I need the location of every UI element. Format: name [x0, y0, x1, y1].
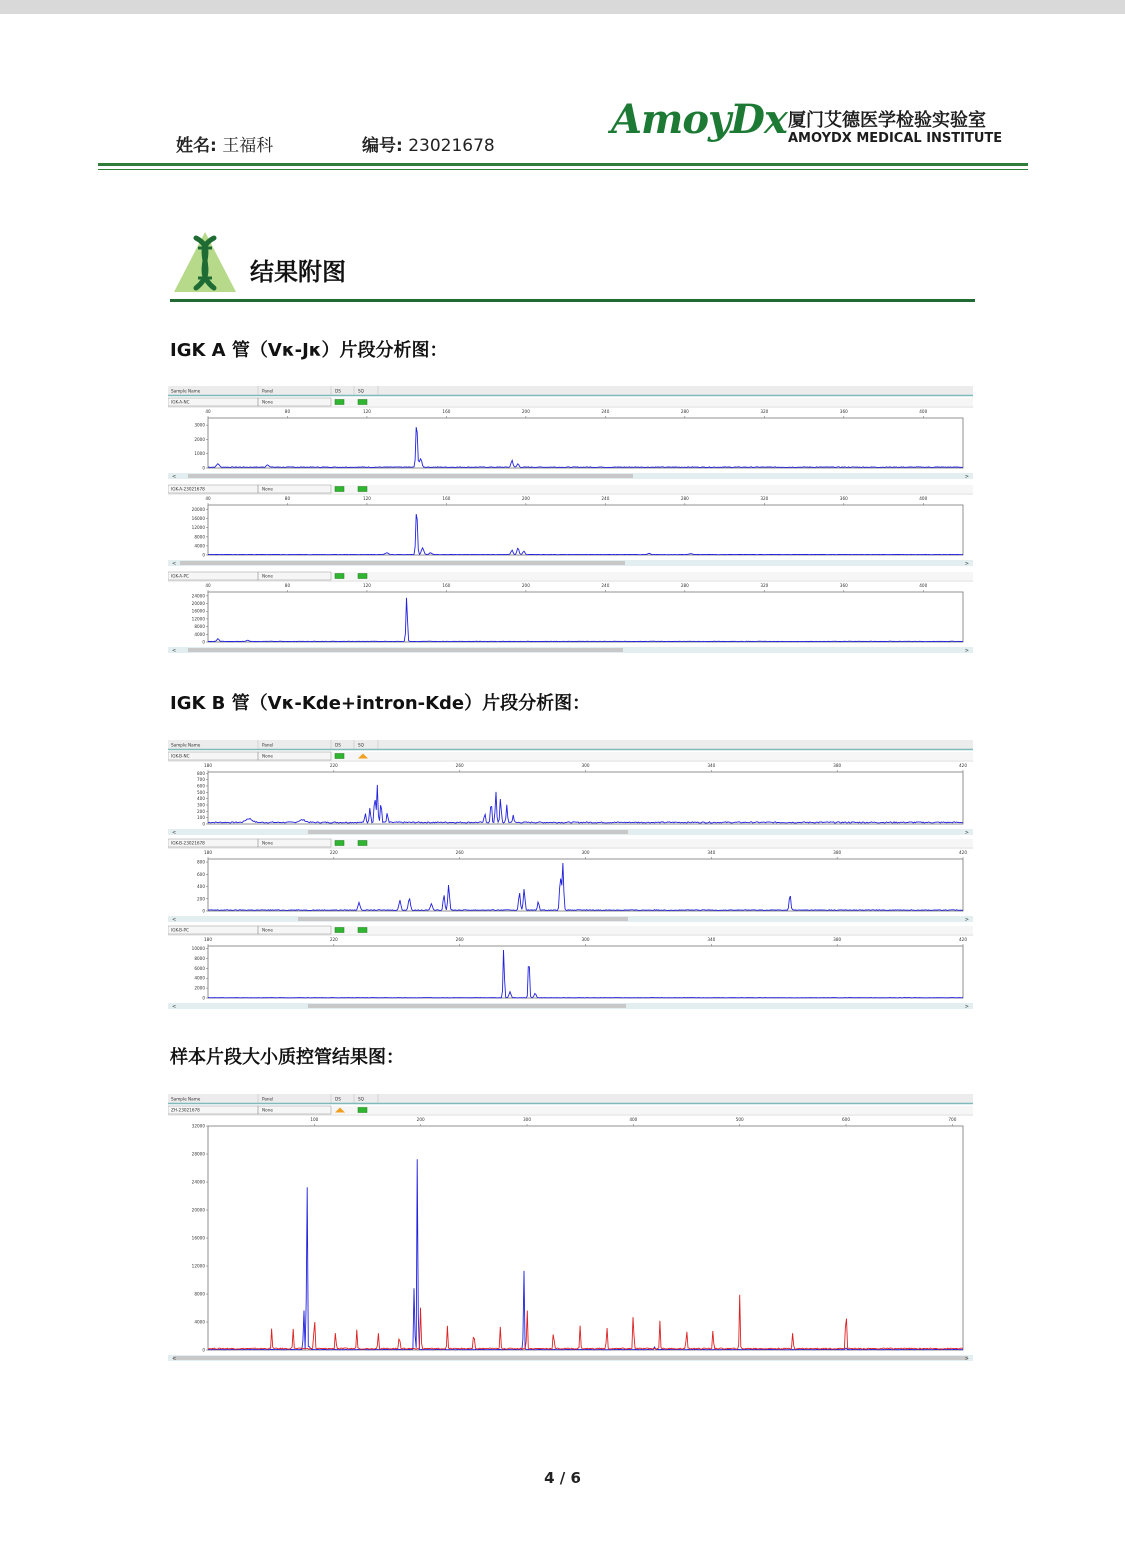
plot-frame	[208, 772, 963, 824]
x-tick-label: 300	[581, 850, 590, 855]
table-header-3: SQ	[358, 1096, 364, 1102]
table-header-1: Panel	[262, 742, 274, 748]
x-tick-label: 200	[521, 409, 530, 414]
scrollbar-thumb	[308, 1004, 626, 1008]
scroll-left-arrow: <	[172, 474, 177, 480]
x-tick-label: 200	[521, 583, 530, 588]
sample-row	[168, 926, 973, 934]
x-tick-label: 260	[455, 850, 464, 855]
plot-frame	[208, 1126, 963, 1350]
ds-flag	[335, 754, 344, 759]
sq-flag	[358, 574, 367, 579]
y-tick-label: 20000	[191, 601, 205, 607]
sample-row	[168, 1106, 973, 1114]
sample-name: IGK-A-23021678	[171, 486, 205, 492]
section-underline	[170, 299, 975, 302]
x-tick-label: 220	[329, 850, 338, 855]
ds-flag	[335, 574, 344, 579]
panel-name: None	[262, 486, 273, 492]
sample-row	[168, 752, 973, 760]
y-tick-label: 16000	[191, 608, 205, 614]
table-header-2: DS	[335, 742, 341, 748]
plot-frame	[208, 505, 963, 555]
scroll-left-arrow: <	[172, 1004, 177, 1010]
igk-a-electropherogram	[168, 386, 973, 658]
sample-name: ZH-23021678	[171, 1107, 200, 1113]
institute-name-cn: 厦门艾德医学检验实验室	[788, 110, 986, 131]
sample-row	[168, 839, 973, 847]
y-tick-label: 6000	[194, 965, 205, 971]
caption-igk-b: IGK B 管（Vκ-Kde+intron-Kde）片段分析图：	[170, 693, 591, 714]
x-tick-label: 80	[284, 583, 291, 588]
dna-icon	[170, 228, 240, 298]
ds-flag	[335, 400, 344, 405]
y-tick-label: 0	[202, 465, 205, 471]
scroll-left-arrow: <	[172, 830, 177, 836]
y-tick-label: 8000	[194, 1291, 205, 1297]
y-tick-label: 200	[197, 808, 205, 814]
sq-flag	[358, 841, 367, 846]
scroll-left-arrow: <	[172, 648, 177, 654]
plot-frame	[208, 859, 963, 911]
y-tick-label: 400	[197, 796, 205, 802]
amoydx-logo: AmoyDx	[611, 96, 787, 143]
x-tick-label: 40	[205, 583, 211, 588]
x-tick-label: 340	[707, 763, 716, 768]
y-tick-label: 24000	[191, 1179, 205, 1185]
x-tick-label: 300	[523, 1117, 532, 1122]
x-tick-label: 320	[760, 583, 769, 588]
y-tick-label: 100	[197, 815, 205, 821]
x-tick-label: 160	[442, 583, 451, 588]
x-tick-label: 300	[581, 763, 590, 768]
x-tick-label: 40	[205, 409, 211, 414]
panel-name: None	[262, 753, 273, 759]
x-tick-label: 400	[919, 409, 928, 414]
y-tick-label: 4000	[194, 1319, 205, 1325]
scroll-right-arrow: >	[964, 474, 969, 480]
y-tick-label: 0	[202, 821, 205, 827]
x-tick-label: 360	[839, 496, 848, 501]
scrollbar-thumb	[180, 561, 625, 565]
table-header-3: SQ	[358, 742, 364, 748]
x-tick-label: 420	[959, 850, 967, 855]
table-header-0: Sample Name	[171, 1096, 201, 1102]
page-number: 4 / 6	[544, 1469, 581, 1487]
scrollbar-thumb	[173, 1356, 968, 1360]
y-tick-label: 0	[202, 1347, 205, 1353]
y-tick-label: 600	[197, 871, 205, 877]
x-tick-label: 240	[601, 409, 610, 414]
x-tick-label: 220	[329, 937, 338, 942]
y-tick-label: 20000	[191, 1207, 205, 1213]
plot-frame	[208, 592, 963, 642]
table-header-bg	[168, 1094, 973, 1103]
y-tick-label: 8000	[194, 534, 205, 540]
y-tick-label: 0	[202, 908, 205, 914]
x-tick-label: 200	[521, 496, 530, 501]
y-tick-label: 2000	[194, 436, 205, 442]
x-tick-label: 100	[310, 1117, 319, 1122]
x-tick-label: 260	[455, 763, 464, 768]
y-tick-label: 4000	[194, 543, 205, 549]
sq-flag	[358, 1108, 367, 1113]
igk-b-electropherogram	[168, 740, 973, 1012]
y-tick-label: 3000	[194, 422, 205, 428]
panel-name: None	[262, 840, 273, 846]
x-tick-label: 600	[842, 1117, 851, 1122]
y-tick-label: 400	[197, 884, 205, 890]
scroll-right-arrow: >	[964, 1004, 969, 1010]
sample-name: IGK-B-23021678	[171, 840, 205, 846]
y-tick-label: 800	[197, 770, 205, 776]
y-tick-label: 0	[202, 639, 205, 645]
panel-name: None	[262, 399, 273, 405]
y-tick-label: 12000	[191, 616, 205, 622]
scroll-right-arrow: >	[964, 648, 969, 654]
x-tick-label: 420	[959, 763, 967, 768]
x-tick-label: 180	[204, 763, 212, 768]
y-tick-label: 200	[197, 896, 205, 902]
x-tick-label: 380	[833, 763, 842, 768]
x-tick-label: 120	[362, 409, 371, 414]
y-tick-label: 24000	[191, 593, 205, 599]
y-tick-label: 600	[197, 783, 205, 789]
scroll-left-arrow: <	[172, 1356, 177, 1362]
panel-name: None	[262, 573, 273, 579]
sq-flag	[358, 400, 367, 405]
x-tick-label: 220	[329, 763, 338, 768]
y-tick-label: 300	[197, 802, 205, 808]
x-tick-label: 360	[839, 583, 848, 588]
x-tick-label: 260	[455, 937, 464, 942]
sq-flag	[358, 928, 367, 933]
scroll-right-arrow: >	[964, 830, 969, 836]
x-tick-label: 360	[839, 409, 848, 414]
ds-flag	[335, 928, 344, 933]
y-tick-label: 0	[202, 552, 205, 558]
sample-name: IGK-B-NC	[171, 753, 190, 759]
panel-name: None	[262, 1107, 273, 1113]
y-tick-label: 500	[197, 789, 205, 795]
y-tick-label: 12000	[191, 1263, 205, 1269]
y-tick-label: 4000	[194, 975, 205, 981]
y-tick-label: 2000	[194, 985, 205, 991]
panel-name: None	[262, 927, 273, 933]
sample-row	[168, 572, 973, 580]
scrollbar-thumb	[308, 830, 628, 834]
table-header-bg	[168, 386, 973, 395]
y-tick-label: 0	[202, 995, 205, 1001]
x-tick-label: 160	[442, 496, 451, 501]
table-header-0: Sample Name	[171, 388, 201, 394]
scrollbar-thumb	[188, 474, 633, 478]
scrollbar-thumb	[298, 917, 628, 921]
scroll-left-arrow: <	[172, 561, 177, 567]
sample-name: IGK-B-PC	[171, 927, 189, 933]
table-header-3: SQ	[358, 388, 364, 394]
y-tick-label: 16000	[191, 516, 205, 522]
scroll-right-arrow: >	[964, 917, 969, 923]
header-divider-thin	[98, 169, 1028, 170]
sample-name: IGK-A-NC	[171, 399, 190, 405]
sample-row	[168, 485, 973, 493]
ds-flag	[335, 487, 344, 492]
x-tick-label: 240	[601, 496, 610, 501]
x-tick-label: 420	[959, 937, 967, 942]
table-header-2: DS	[335, 1096, 341, 1102]
scrollbar-thumb	[188, 648, 623, 652]
x-tick-label: 380	[833, 937, 842, 942]
x-tick-label: 380	[833, 850, 842, 855]
x-tick-label: 400	[629, 1117, 638, 1122]
y-tick-label: 8000	[194, 955, 205, 961]
y-tick-label: 10000	[191, 945, 205, 951]
scroll-right-arrow: >	[964, 561, 969, 567]
x-tick-label: 300	[581, 937, 590, 942]
table-header-2: DS	[335, 388, 341, 394]
x-tick-label: 400	[919, 583, 928, 588]
x-tick-label: 700	[948, 1117, 957, 1122]
y-tick-label: 20000	[191, 507, 205, 513]
x-tick-label: 280	[680, 496, 689, 501]
y-tick-label: 12000	[191, 525, 205, 531]
x-tick-label: 120	[362, 496, 371, 501]
sample-name: IGK-A-PC	[171, 573, 189, 579]
x-tick-label: 40	[205, 496, 211, 501]
y-tick-label: 28000	[191, 1151, 205, 1157]
y-tick-label: 1000	[194, 451, 205, 457]
table-header-bg	[168, 740, 973, 749]
table-header-1: Panel	[262, 1096, 274, 1102]
sq-flag	[358, 487, 367, 492]
scroll-left-arrow: <	[172, 917, 177, 923]
y-tick-label: 700	[197, 777, 205, 783]
caption-qc: 样本片段大小质控管结果图：	[170, 1047, 404, 1068]
y-tick-label: 4000	[194, 631, 205, 637]
y-tick-label: 8000	[194, 624, 205, 630]
sample-row	[168, 398, 973, 406]
x-tick-label: 240	[601, 583, 610, 588]
x-tick-label: 500	[735, 1117, 744, 1122]
institute-name-en: AMOYDX MEDICAL INSTITUTE	[788, 131, 1003, 146]
ds-flag	[335, 841, 344, 846]
plot-frame	[208, 418, 963, 468]
x-tick-label: 320	[760, 496, 769, 501]
x-tick-label: 400	[919, 496, 928, 501]
x-tick-label: 280	[680, 583, 689, 588]
x-tick-label: 80	[284, 496, 291, 501]
section-title: 结果附图	[250, 258, 346, 286]
qc-electropherogram	[168, 1094, 973, 1364]
patient-name: 姓名: 王福科	[176, 136, 274, 156]
scroll-right-arrow: >	[964, 1356, 969, 1362]
x-tick-label: 120	[362, 583, 371, 588]
x-tick-label: 160	[442, 409, 451, 414]
x-tick-label: 280	[680, 409, 689, 414]
table-header-1: Panel	[262, 388, 274, 394]
x-tick-label: 180	[204, 850, 212, 855]
header-divider	[98, 163, 1028, 166]
report-id: 编号: 23021678	[362, 136, 495, 156]
viewer-top-bar	[0, 0, 1125, 14]
y-tick-label: 16000	[191, 1235, 205, 1241]
caption-igk-a: IGK A 管（Vκ-Jκ）片段分析图：	[170, 340, 448, 361]
y-tick-label: 800	[197, 859, 205, 865]
y-tick-label: 32000	[191, 1123, 205, 1129]
x-tick-label: 340	[707, 937, 716, 942]
x-tick-label: 80	[284, 409, 291, 414]
x-tick-label: 340	[707, 850, 716, 855]
x-tick-label: 180	[204, 937, 212, 942]
table-header-0: Sample Name	[171, 742, 201, 748]
x-tick-label: 200	[416, 1117, 425, 1122]
x-tick-label: 320	[760, 409, 769, 414]
plot-frame	[208, 946, 963, 998]
